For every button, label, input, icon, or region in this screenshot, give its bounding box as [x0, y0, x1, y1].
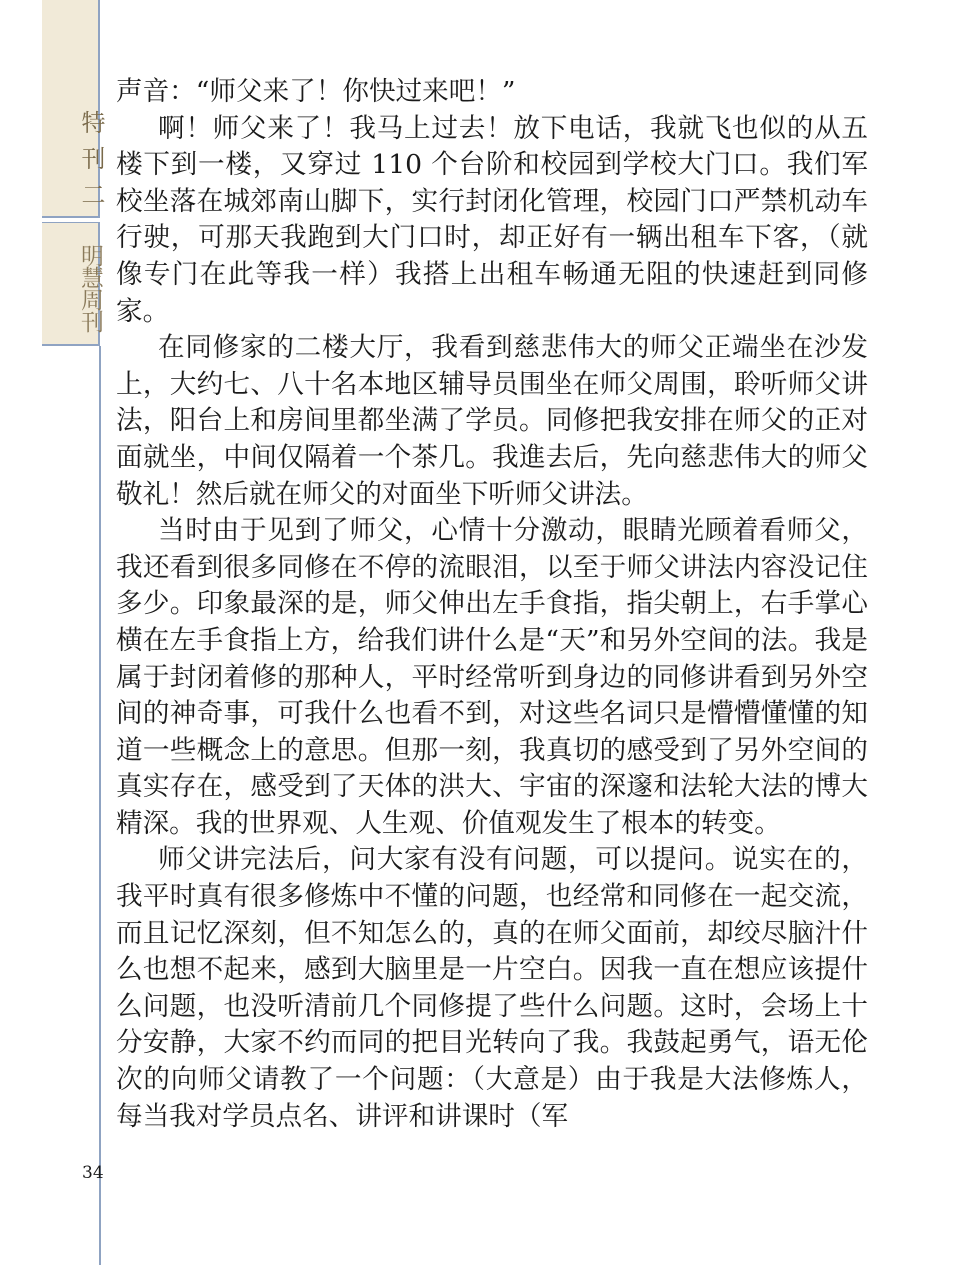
paragraph-3: 在同修家的二楼大厅，我看到慈悲伟大的师父正端坐在沙发上，大约七、八十名本地区辅导员围坐在师父周围，聆听师父讲法，阳台上和房间里都坐满了学员。同修把我安排在师父的正对面就坐，中间仅隔着一个茶几。我進去后，先向慈悲伟大的师父敬礼！然后就在师父的对面坐下听师父讲法。 — [116, 332, 868, 510]
paragraph-1: 声音：“师父来了！你快过来吧！” — [116, 76, 516, 107]
page-number: 34 — [82, 1163, 104, 1183]
article-body — [116, 74, 868, 1135]
margin-rule — [99, 346, 101, 1265]
special-issue-label: 特刊二 — [77, 110, 105, 218]
paragraph-2: 啊！师父来了！我马上过去！放下电话，我就飞也似的从五楼下到一楼，又穿过 110 个台阶和校园到学校大门口。我们军校坐落在城郊南山脚下，实行封闭化管理，校园门口严禁机动车行驶，可那天我跑到大门口时，却正好有一辆出租车下客，（就像专门在此等我一样）我搭上出租车畅通无阻的快速赶到同修家。 — [116, 112, 868, 327]
publication-label: 明慧周刊 — [77, 244, 103, 332]
paragraph-5: 师父讲完法后，问大家有没有问题，可以提问。说实在的，我平时真有很多修炼中不懂的问题，也经常和同修在一起交流，而且记忆深刻，但不知怎么的，真的在师父面前，却绞尽脑汁什么也想不起来，感到大脑里是一片空白。因我一直在想应该提什么问题，也没听清前几个同修提了些什么问题。这时，会场上十分安静，大家不约而同的把目光转向了我。我鼓起勇气，语无伦次的向师父请教了一个问题：（大意是）由于我是大法修炼人，每当我对学员点名、讲评和讲课时（军 — [116, 844, 868, 1132]
paragraph-4: 当时由于见到了师父，心情十分激动，眼睛光顾着看师父，我还看到很多同修在不停的流眼泪，以至于师父讲法内容没记住多少。印象最深的是，师父伸出左手食指，指尖朝上，右手掌心横在左手食指上方，给我们讲什么是“天”和另外空间的法。我是属于封闭着修的那种人，平时经常听到身边的同修讲看到另外空间的神奇事，可我什么也看不到，对这些名词只是懵懵懂懂的知道一些概念上的意思。但那一刻，我真切的感受到了另外空间的真实存在，感受到了天体的洪大、宇宙的深邃和法轮大法的博大精深。我的世界观、人生观、价值观发生了根本的转变。 — [116, 515, 868, 839]
